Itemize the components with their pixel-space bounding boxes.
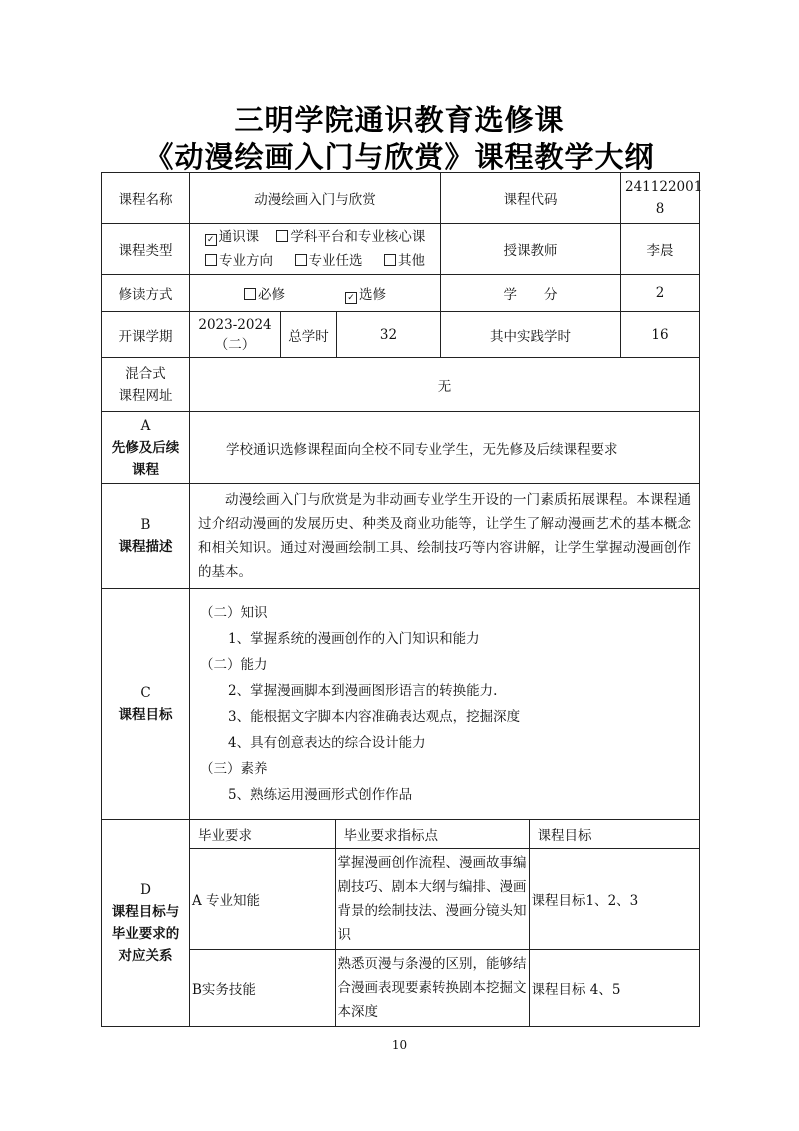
section-a-label: A 先修及后续 课程 (102, 412, 190, 484)
goal-item: 2、掌握漫画脚本到漫画图形语言的转换能力. (228, 683, 498, 699)
goal-item: 3、能根据文字脚本内容准确表达观点，挖掘深度 (228, 709, 521, 725)
mapping-goal: 课程目标1、2、3 (529, 848, 699, 949)
section-d-label: D 课程目标与 毕业要求的 对应关系 (102, 820, 190, 1027)
mapping-indicator: 熟悉页漫与条漫的区别，能够结合漫画表现要素转换剧本挖掘文本深度 (335, 949, 529, 1026)
checkbox-icon (295, 254, 307, 266)
goal-item: 5、熟练运用漫画形式创作作品 (228, 787, 413, 803)
course-code-value: 241122001 8 (621, 173, 700, 224)
course-type-options (190, 224, 441, 275)
goal-heading: （二）能力 (200, 657, 268, 673)
study-mode-row (102, 275, 700, 312)
checkbox-other[interactable]: 其他 (384, 253, 425, 269)
section-b-row (102, 484, 700, 589)
checkbox-major-elective[interactable]: 专业任选 (295, 253, 363, 269)
course-type-label: 课程类型 (102, 224, 190, 275)
section-a-row (102, 412, 700, 484)
section-b-content: 动漫绘画入门与欣赏是为非动画专业学生开设的一门素质拓展课程。本课程通过介绍动漫画的发展历史、种类及商业功能等，让学生了解动漫画艺术的基本概念和相关知识。通过对漫画绘制工具、绘制技巧等内容讲解，让学生掌握动漫画创作的基本。 (190, 484, 700, 589)
goal-heading: （二）知识 (200, 605, 268, 621)
course-name-label: 课程名称 (102, 173, 190, 224)
course-type-row (102, 224, 700, 275)
mapping-requirement: B实务技能 (190, 949, 335, 1026)
practice-hours-label: 其中实践学时 (441, 312, 621, 358)
checkbox-icon (244, 288, 256, 300)
term-label: 开课学期 (102, 312, 190, 358)
course-url-label: 混合式 课程网址 (102, 358, 190, 412)
mapping-requirement: A 专业知能 (190, 848, 335, 949)
checkbox-icon (384, 254, 396, 266)
mapping-header-row (190, 820, 699, 848)
section-a-content: 学校通识选修课程面向全校不同专业学生，无先修及后续课程要求 (190, 412, 700, 484)
course-name-value: 动漫绘画入门与欣赏 (190, 173, 441, 224)
credit-label: 学 分 (441, 275, 621, 312)
mapping-header-goal: 课程目标 (529, 820, 699, 848)
checkbox-elective[interactable]: ✓ 选修 (345, 287, 386, 303)
checkbox-general[interactable]: ✓ 通识课 (205, 229, 260, 245)
teacher-value: 李晨 (621, 224, 700, 275)
total-hours-label: 总学时 (281, 312, 337, 358)
document-title-line2: 《动漫绘画入门与欣赏》课程教学大纲 (144, 140, 655, 174)
study-mode-label: 修读方式 (102, 275, 190, 312)
mapping-table (190, 820, 699, 1026)
goal-item: 1、掌握系统的漫画创作的入门知识和能力 (228, 631, 480, 647)
mapping-indicator: 掌握漫画创作流程、漫画故事编剧技巧、剧本大纲与编排、漫画背景的绘制技法、漫画分镜头知识 (335, 848, 529, 949)
mapping-header-requirement: 毕业要求 (190, 820, 335, 848)
practice-hours-value: 16 (621, 312, 700, 358)
mapping-header-indicator: 毕业要求指标点 (335, 820, 529, 848)
section-c-row (102, 589, 700, 820)
checked-box-icon: ✓ (345, 292, 357, 304)
checkbox-icon (205, 254, 217, 266)
table-row (190, 949, 699, 1026)
checkbox-major-direction[interactable]: 专业方向 (205, 253, 273, 269)
table-row (190, 848, 699, 949)
course-name-row (102, 173, 700, 224)
course-url-row (102, 358, 700, 412)
term-value: 2023-2024 （二） (190, 312, 281, 358)
section-c-content (190, 589, 700, 820)
credit-value: 2 (621, 275, 700, 312)
study-mode-options (190, 275, 441, 312)
section-c-label: C 课程目标 (102, 589, 190, 820)
goal-item: 4、具有创意表达的综合设计能力 (228, 735, 426, 751)
course-url-value: 无 (190, 358, 700, 412)
course-code-label: 课程代码 (441, 173, 621, 224)
mapping-table-cell (190, 820, 700, 1027)
checkbox-icon (276, 230, 288, 242)
total-hours-value: 32 (337, 312, 441, 358)
section-b-label: B 课程描述 (102, 484, 190, 589)
checkbox-discipline-core[interactable]: 学科平台和专业核心课 (276, 229, 425, 245)
teacher-label: 授课教师 (441, 224, 621, 275)
checkbox-required[interactable]: 必修 (244, 287, 285, 303)
section-d-row (102, 820, 700, 1027)
mapping-goal: 课程目标 4、5 (531, 981, 621, 998)
goal-heading: （三）素养 (200, 761, 268, 777)
syllabus-table (101, 172, 703, 1027)
term-row (102, 312, 700, 358)
document-title-line1: 三明学院通识教育选修课 (234, 103, 565, 137)
checked-box-icon: ✓ (205, 234, 217, 246)
page-number: 10 (391, 1038, 408, 1052)
